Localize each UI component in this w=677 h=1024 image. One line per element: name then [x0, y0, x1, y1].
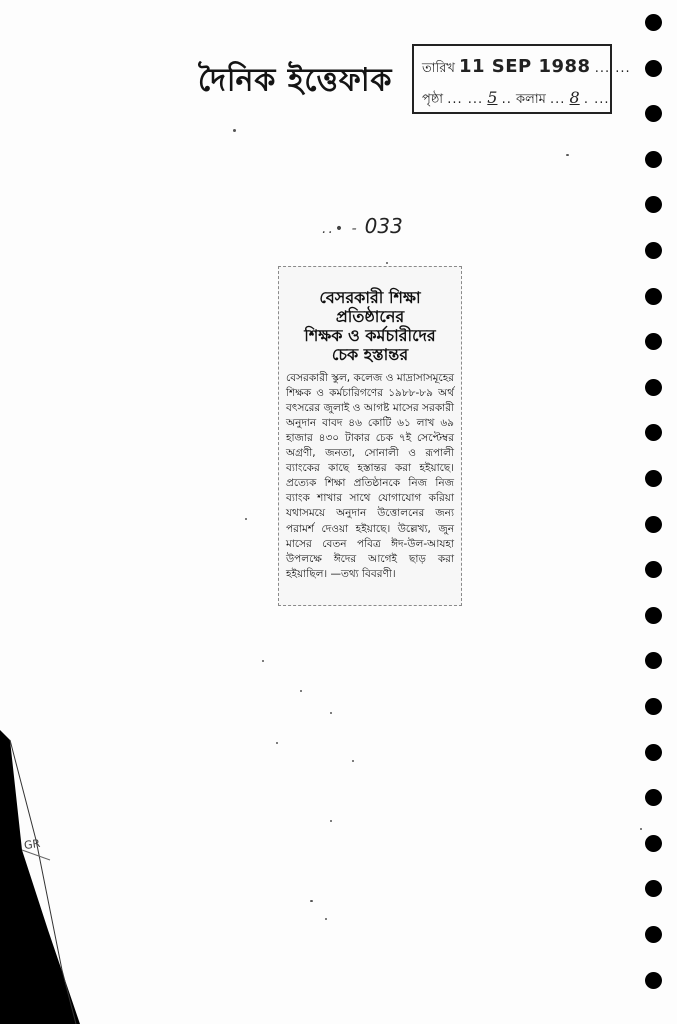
scan-speck: [276, 742, 278, 744]
page-number-value: 033: [364, 214, 403, 238]
binder-hole: [645, 60, 662, 77]
binder-hole: [645, 789, 662, 806]
stamp-column-label: কলাম: [516, 92, 546, 107]
binder-hole: [645, 288, 662, 305]
binder-hole: [645, 242, 662, 259]
date-stamp: [412, 44, 631, 114]
newspaper-masthead: দৈনিক ইত্তেফাক: [198, 62, 393, 99]
binder-hole: [645, 516, 662, 533]
binder-hole: [645, 698, 662, 715]
binder-hole: [645, 379, 662, 396]
stamp-date-dots: ... ...: [594, 61, 631, 76]
binder-hole: [645, 105, 662, 122]
binder-hole: [645, 333, 662, 350]
folded-corner: [0, 730, 80, 1024]
scan-speck: [640, 828, 642, 830]
scan-speck: [300, 690, 302, 692]
scan-speck: [330, 820, 332, 822]
stamp-date-value: 11 SEP 1988: [458, 56, 591, 77]
headline-line-2: শিক্ষক ও কর্মচারীদের: [304, 325, 436, 345]
fold-label: GR: [23, 836, 41, 853]
binder-hole: [645, 835, 662, 852]
binder-hole: [645, 972, 662, 989]
scan-speck: [566, 154, 569, 156]
stamp-page-row: পৃষ্ঠা ... ... 5 .. কলাম ... 8 . ...: [422, 88, 610, 107]
binder-hole: [645, 561, 662, 578]
binder-hole: [645, 926, 662, 943]
binder-hole: [645, 14, 662, 31]
article-headline: [286, 289, 454, 365]
scan-speck: [352, 760, 354, 762]
stamp-page-value: 5: [487, 88, 498, 107]
article-clipping: [278, 266, 462, 606]
article-body: বেসরকারী স্কুল, কলেজ ও মাদ্রাসাসমূহের শিক্ষক ও কর্মচারিগণের ১৯৮৮-৮৯ অর্থ বৎসরের জুলাই ও আগষ্ট মাসের সরকারী অনুদান বাবদ ৪৬ কোটি ৬১ লাখ ৬৯ হাজার ৪৩০ টাকার চেক ৭ই সেপ্টেম্বর অগ্রণী, জনতা, সোনালী ও রূপালী ব্যাংকের কাছে হস্তান্তর করা হইয়াছে। প্রত্যেক শিক্ষা প্রতিষ্ঠানকে নিজ নিজ ব্যাংক শাখার সাথে যোগাযোগ করিয়া যথাসময়ে অনুদান উত্তোলনের জন্য পরামর্শ দেওয়া হইয়াছে। উল্লেখ্য, জুন মাসের বেতন পবিত্র ঈদ-উল-আযহা উপলক্ষে ঈদের আগেই ছাড় করা হইয়াছিল। —তথ্য বিবরণী।: [286, 371, 454, 580]
binder-hole: [645, 744, 662, 761]
binder-hole: [645, 196, 662, 213]
stamp-date-label: তারিখ: [422, 61, 455, 76]
binder-hole: [645, 424, 662, 441]
headline-line-1: বেসরকারী শিক্ষা প্রতিষ্ঠানের: [319, 288, 421, 326]
binder-hole: [645, 880, 662, 897]
scan-speck: [310, 900, 313, 902]
scan-speck: [330, 712, 332, 714]
archive-page-number: ..• - 033: [322, 214, 403, 238]
stamp-date-row: [422, 56, 631, 80]
scan-speck: [386, 262, 388, 264]
binder-hole: [645, 652, 662, 669]
binder-hole: [645, 151, 662, 168]
headline-line-3: চেক হস্তান্তর: [331, 344, 409, 364]
scan-speck: [245, 518, 247, 520]
binder-hole: [645, 607, 662, 624]
stamp-column-value: 8: [569, 88, 580, 107]
scan-speck: [325, 918, 327, 920]
scan-speck: [233, 129, 236, 132]
binder-hole: [645, 470, 662, 487]
stamp-page-label: পৃষ্ঠা: [422, 92, 444, 107]
scan-speck: [262, 660, 264, 662]
binder-holes: [645, 14, 669, 1014]
